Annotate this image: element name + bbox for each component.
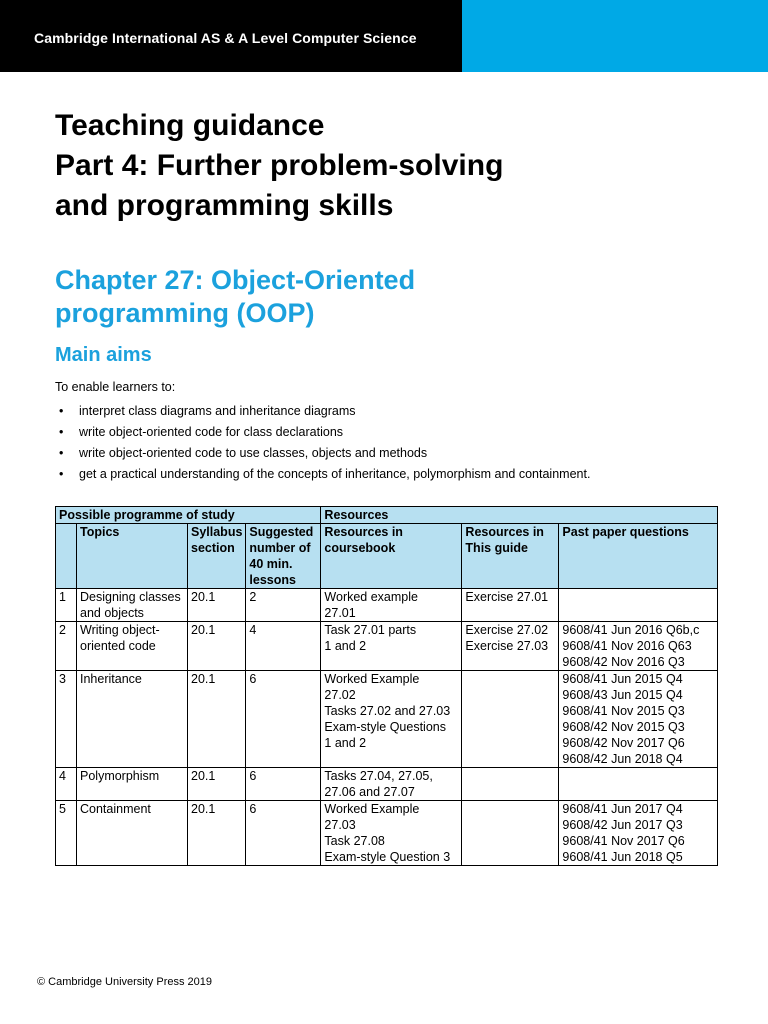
aims-item-text: get a practical understanding of the concepts of inheritance, polymorphism and containment. xyxy=(79,467,591,481)
cell-number: 1 xyxy=(56,589,77,622)
chapter-line-2: programming (OOP) xyxy=(55,298,315,328)
bullet-icon: • xyxy=(59,425,64,439)
cell-coursebook-line: Worked Example xyxy=(324,802,420,816)
header-line: number of xyxy=(249,541,311,555)
title-line-1: Teaching guidance xyxy=(55,109,325,142)
cell-coursebook-line: 27.06 and 27.07 xyxy=(324,785,415,799)
column-header-number xyxy=(56,524,77,589)
cell-coursebook xyxy=(321,622,462,671)
cell-past-papers xyxy=(559,801,718,866)
cell-past-papers-line: 9608/42 Jun 2018 Q4 xyxy=(562,752,683,766)
bullet-icon: • xyxy=(59,467,64,481)
column-header-suggested-lessons xyxy=(246,524,321,589)
column-header-guide xyxy=(462,524,559,589)
cell-lessons: 6 xyxy=(246,671,321,768)
cell-coursebook xyxy=(321,801,462,866)
table-group-header-row xyxy=(56,507,718,524)
column-header-coursebook xyxy=(321,524,462,589)
cell-coursebook xyxy=(321,768,462,801)
cell-lessons: 6 xyxy=(246,768,321,801)
aims-list-item xyxy=(55,424,590,445)
cell-topic xyxy=(77,622,188,671)
table-row xyxy=(56,589,718,622)
study-programme-table xyxy=(55,506,718,866)
cell-past-papers xyxy=(559,622,718,671)
page-title xyxy=(55,106,503,226)
cell-coursebook-line: Tasks 27.04, 27.05, xyxy=(324,769,433,783)
column-header-syllabus xyxy=(188,524,246,589)
cell-coursebook xyxy=(321,589,462,622)
cell-coursebook-line: Exam-style Questions xyxy=(324,720,446,734)
cell-past-papers-line: 9608/41 Jun 2016 Q6b,c xyxy=(562,623,700,637)
table-row xyxy=(56,768,718,801)
header-line: Suggested xyxy=(249,525,314,539)
cell-coursebook-line: Worked Example xyxy=(324,672,420,686)
cell-guide xyxy=(462,622,559,671)
cell-guide-line: Exercise 27.03 xyxy=(465,639,549,653)
cell-coursebook-line: 27.01 xyxy=(324,606,356,620)
column-header-topics: Topics xyxy=(77,524,188,589)
main-aims-intro: To enable learners to: xyxy=(55,380,176,394)
cell-past-papers-line: 9608/42 Nov 2017 Q6 xyxy=(562,736,685,750)
cell-guide-line: Exercise 27.02 xyxy=(465,623,549,637)
cell-topic-line: oriented code xyxy=(80,639,156,653)
title-line-2: Part 4: Further problem-solving xyxy=(55,149,504,182)
chapter-line-1: Chapter 27: Object-Oriented xyxy=(55,265,416,295)
header-bar xyxy=(0,0,768,72)
group-header-study: Possible programme of study xyxy=(56,507,321,524)
chapter-heading xyxy=(55,264,415,330)
aims-item-text: write object-oriented code to use classes, objects and methods xyxy=(79,446,428,460)
cell-past-papers-line: 9608/41 Jun 2015 Q4 xyxy=(562,672,683,686)
bullet-icon: • xyxy=(59,404,64,418)
cell-coursebook-line: 27.03 xyxy=(324,818,356,832)
aims-list xyxy=(55,403,590,487)
cell-coursebook-line: Task 27.01 parts xyxy=(324,623,417,637)
header-line: coursebook xyxy=(324,541,396,555)
cell-past-papers xyxy=(559,671,718,768)
aims-item-text: write object-oriented code for class declarations xyxy=(79,425,344,439)
header-line: section xyxy=(191,541,235,555)
cell-past-papers xyxy=(559,589,718,622)
cell-coursebook-line: Worked example xyxy=(324,590,418,604)
header-line: Resources in xyxy=(465,525,544,539)
header-line: lessons xyxy=(249,573,296,587)
cell-topic-line: Inheritance xyxy=(80,672,142,686)
cell-guide xyxy=(462,768,559,801)
cell-syllabus: 20.1 xyxy=(188,671,246,768)
cell-syllabus: 20.1 xyxy=(188,768,246,801)
cell-lessons: 2 xyxy=(246,589,321,622)
cell-topic-line: Polymorphism xyxy=(80,769,160,783)
cell-topic xyxy=(77,768,188,801)
header-blue-panel xyxy=(462,0,768,72)
cell-guide-line: Exercise 27.01 xyxy=(465,590,549,604)
header-title: Cambridge International AS & A Level Computer Science xyxy=(34,30,417,46)
cell-number: 4 xyxy=(56,768,77,801)
main-aims-heading: Main aims xyxy=(55,344,152,366)
cell-past-papers-line: 9608/41 Jun 2018 Q5 xyxy=(562,850,683,864)
aims-item-text: interpret class diagrams and inheritance diagrams xyxy=(79,404,356,418)
aims-list-item xyxy=(55,445,590,466)
cell-guide xyxy=(462,671,559,768)
table-row xyxy=(56,801,718,866)
group-header-resources: Resources xyxy=(321,507,718,524)
table-row xyxy=(56,622,718,671)
cell-topic-line: Designing classes xyxy=(80,590,181,604)
table-column-header-row xyxy=(56,524,718,589)
cell-coursebook-line: Exam-style Question 3 xyxy=(324,850,451,864)
cell-topic-line: and objects xyxy=(80,606,144,620)
aims-list-item xyxy=(55,466,590,487)
cell-coursebook-line: Task 27.08 xyxy=(324,834,385,848)
cell-coursebook-line: 1 and 2 xyxy=(324,639,367,653)
title-line-3: and programming skills xyxy=(55,189,394,222)
cell-past-papers-line: 9608/43 Jun 2015 Q4 xyxy=(562,688,683,702)
cell-past-papers-line: 9608/41 Nov 2017 Q6 xyxy=(562,834,685,848)
cell-past-papers-line: 9608/42 Nov 2016 Q3 xyxy=(562,655,685,669)
header-line: This guide xyxy=(465,541,528,555)
cell-topic xyxy=(77,671,188,768)
cell-past-papers-line: 9608/41 Nov 2016 Q63 xyxy=(562,639,692,653)
column-header-past-papers: Past paper questions xyxy=(559,524,718,589)
cell-topic xyxy=(77,801,188,866)
header-line: 40 min. xyxy=(249,557,293,571)
cell-topic-line: Containment xyxy=(80,802,151,816)
cell-number: 3 xyxy=(56,671,77,768)
cell-past-papers-line: 9608/42 Jun 2017 Q3 xyxy=(562,818,683,832)
aims-list-item xyxy=(55,403,590,424)
cell-lessons: 6 xyxy=(246,801,321,866)
cell-coursebook-line: 27.02 xyxy=(324,688,356,702)
cell-coursebook xyxy=(321,671,462,768)
cell-syllabus: 20.1 xyxy=(188,801,246,866)
cell-number: 2 xyxy=(56,622,77,671)
table-row xyxy=(56,671,718,768)
cell-syllabus: 20.1 xyxy=(188,589,246,622)
bullet-icon: • xyxy=(59,446,64,460)
cell-past-papers-line: 9608/41 Jun 2017 Q4 xyxy=(562,802,683,816)
cell-coursebook-line: Tasks 27.02 and 27.03 xyxy=(324,704,451,718)
cell-coursebook-line: 1 and 2 xyxy=(324,736,367,750)
cell-number: 5 xyxy=(56,801,77,866)
copyright-footer: © Cambridge University Press 2019 xyxy=(37,976,213,988)
header-line: Resources in xyxy=(324,525,403,539)
cell-topic xyxy=(77,589,188,622)
cell-guide xyxy=(462,589,559,622)
cell-syllabus: 20.1 xyxy=(188,622,246,671)
cell-past-papers xyxy=(559,768,718,801)
cell-past-papers-line: 9608/41 Nov 2015 Q3 xyxy=(562,704,685,718)
cell-lessons: 4 xyxy=(246,622,321,671)
cell-topic-line: Writing object- xyxy=(80,623,160,637)
header-line: Syllabus xyxy=(191,525,243,539)
cell-guide xyxy=(462,801,559,866)
cell-past-papers-line: 9608/42 Nov 2015 Q3 xyxy=(562,720,685,734)
